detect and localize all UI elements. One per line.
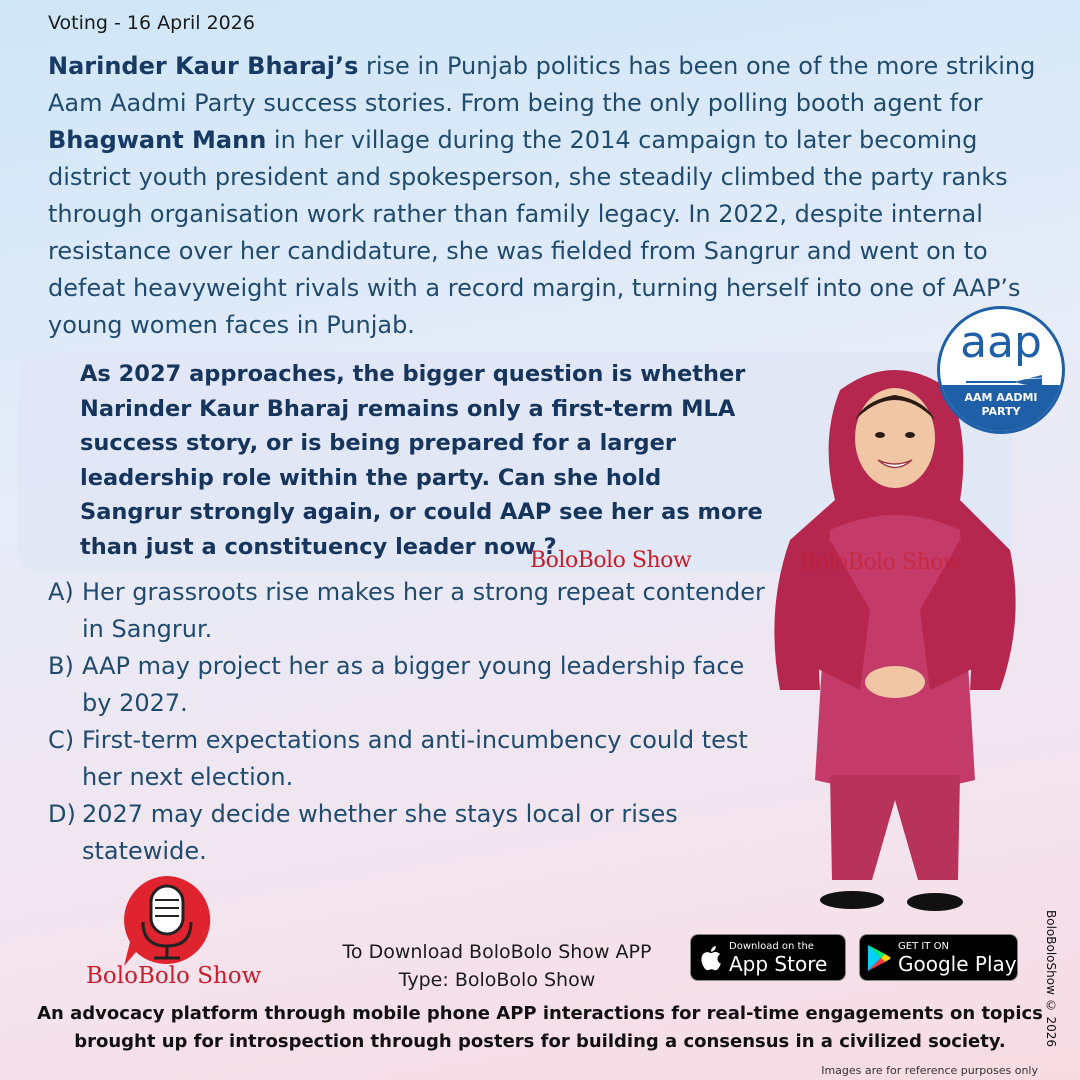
microphone-icon xyxy=(118,872,216,970)
app-store-big: App Store xyxy=(729,951,828,976)
aap-band-line2: PARTY xyxy=(981,405,1021,418)
footer-tagline: An advocacy platform through mobile phone APP interactions for real-time engagements on topics brought up for introspection through posters for building a consensus in a civilized society. xyxy=(37,1003,1043,1052)
candidate-name: Narinder Kaur Bharaj’s xyxy=(48,52,359,80)
option-letter: B) xyxy=(48,652,74,680)
download-instructions xyxy=(322,938,672,994)
option-text: 2027 may decide whether she stays local or rises statewide. xyxy=(82,800,678,865)
poll-date: Voting - 16 April 2026 xyxy=(48,12,255,34)
option-c[interactable] xyxy=(48,722,768,796)
app-store-button[interactable] xyxy=(690,934,846,981)
intro-text-2: in her village during the 2014 campaign to later becoming district youth president and spokesperson, she steadily climbed the party ranks through organisation work rather than family legacy. In 2022, despite internal resistance over her candidature, she was fielded from Sangrur and went on to defeat heavyweight rivals with a record margin, turning herself into one of AAP’s young women faces in Punjab. xyxy=(48,126,1021,339)
download-line2: Type: BoloBolo Show xyxy=(398,969,596,991)
brand-name: BoloBolo Show xyxy=(86,963,262,989)
apple-icon xyxy=(691,944,729,972)
option-letter: C) xyxy=(48,726,75,754)
image-disclaimer: Images are for reference purposes only xyxy=(821,1064,1038,1077)
aap-logo-word: aap xyxy=(960,317,1042,368)
option-text: AAP may project her as a bigger young leadership face by 2027. xyxy=(82,652,745,717)
option-d[interactable] xyxy=(48,796,768,870)
intro-paragraph xyxy=(48,48,1038,344)
option-text: Her grassroots rise makes her a strong repeat contender in Sangrur. xyxy=(82,578,765,643)
google-play-icon xyxy=(860,944,898,972)
candidate-photo xyxy=(760,360,1030,920)
poll-question: As 2027 approaches, the bigger question is whether Narinder Kaur Bharaj remains only a first-term MLA success story, or is being prepared for a larger leadership role within the party. Can she hold Sangrur strongly again, or could AAP see her as more than just a constituency leader now ? xyxy=(80,361,763,560)
option-letter: A) xyxy=(48,578,74,606)
option-a[interactable] xyxy=(48,574,768,648)
aap-logo-band xyxy=(940,385,1062,431)
leader-name: Bhagwant Mann xyxy=(48,126,267,154)
download-line1: To Download BoloBolo Show APP xyxy=(342,941,652,963)
option-b[interactable] xyxy=(48,648,768,722)
google-play-button[interactable] xyxy=(859,934,1018,981)
intro-text-1: rise in Punjab politics has been one of the more striking Aam Aadmi Party success stories. From being the only polling booth agent for xyxy=(48,52,1036,117)
aap-band-line1: AAM AADMI xyxy=(964,391,1038,404)
option-letter: D) xyxy=(48,800,76,828)
poll-options xyxy=(48,574,768,870)
google-play-big: Google Play xyxy=(898,951,1017,976)
aap-party-logo xyxy=(937,306,1065,434)
app-store-small: Download on the xyxy=(729,940,814,952)
watermark: BoloBolo Show xyxy=(530,548,692,573)
google-play-small: GET IT ON xyxy=(898,940,949,952)
option-text: First-term expectations and anti-incumbency could test her next election. xyxy=(82,726,748,791)
watermark: BoloBolo Show xyxy=(800,550,962,575)
copyright-notice: BoloBoloShow © 2026 xyxy=(1044,910,1058,1048)
